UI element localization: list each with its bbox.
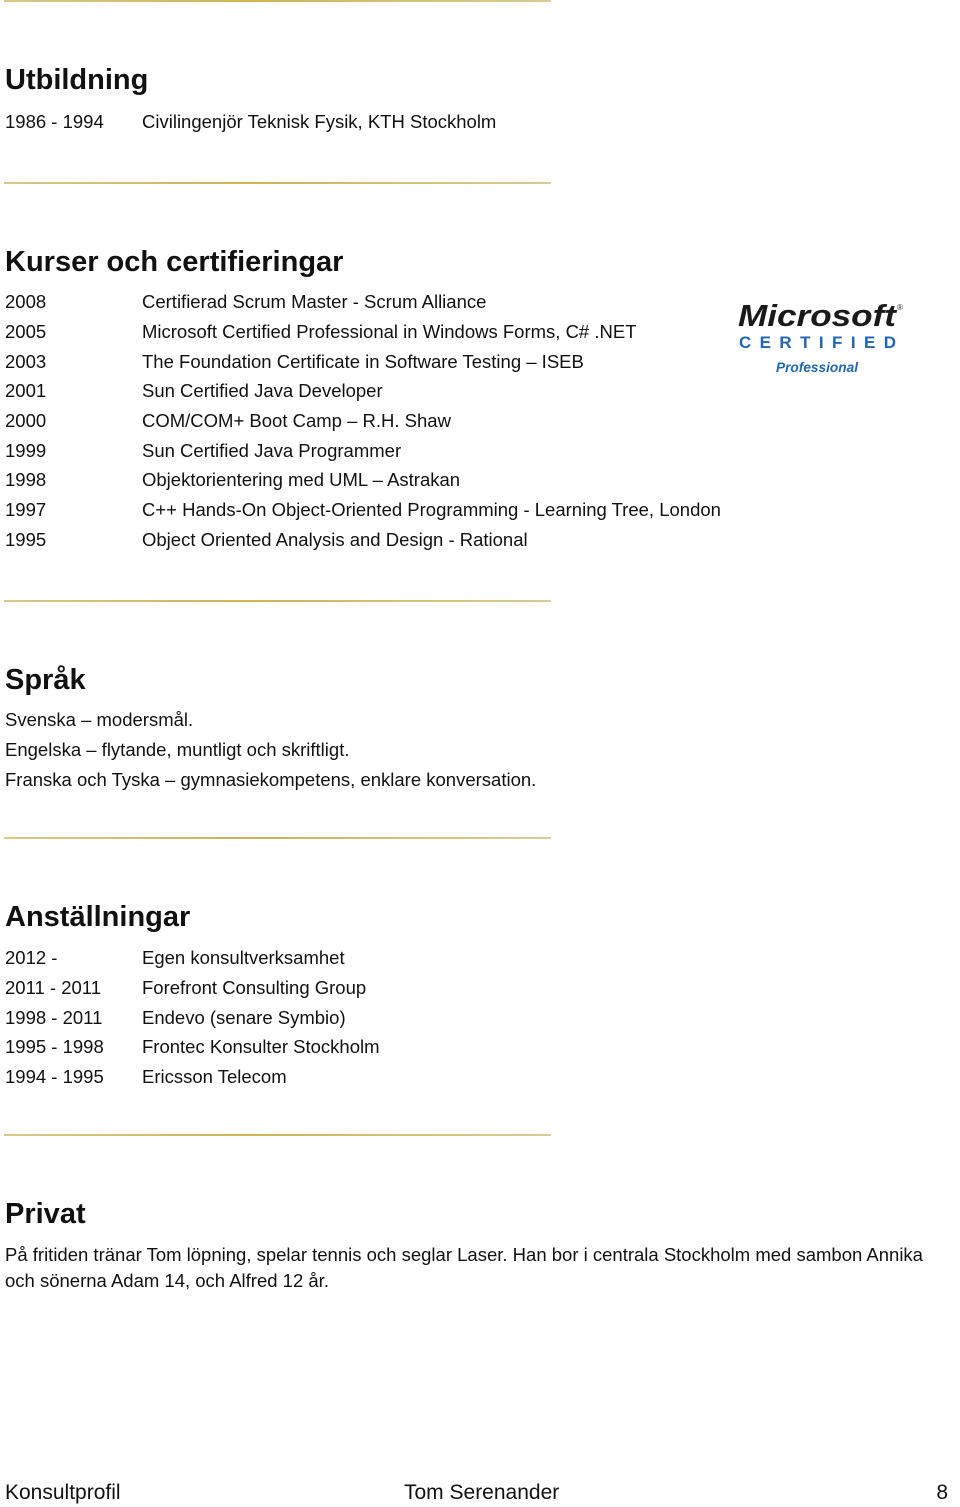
education-heading: Utbildning	[5, 64, 149, 96]
course-year: 1997	[5, 499, 47, 520]
courses-heading: Kurser och certifieringar	[5, 246, 344, 278]
employment-period: 1998 - 2011	[5, 1007, 103, 1028]
employment-period: 1994 - 1995	[5, 1066, 104, 1087]
top-divider	[4, 0, 551, 2]
footer-name: Tom Serenander	[404, 1481, 560, 1504]
microsoft-certified-logo	[736, 296, 906, 380]
course-text: The Foundation Certificate in Software Testing – ISEB	[142, 351, 584, 372]
course-text: C++ Hands-On Object-Oriented Programming - Learning Tree, London	[142, 499, 721, 520]
course-text: Certifierad Scrum Master - Scrum Alliance	[142, 291, 487, 312]
course-year: 1995	[5, 529, 47, 550]
course-year: 2001	[5, 380, 47, 401]
course-year: 1999	[5, 440, 47, 461]
language-line: Franska och Tyska – gymnasiekompetens, enklare konversation.	[5, 769, 537, 790]
section-divider	[4, 600, 551, 602]
employment-text: Ericsson Telecom	[142, 1066, 287, 1087]
section-divider	[4, 1134, 551, 1136]
logo-registered-mark: ®	[897, 303, 903, 312]
education-text: Civilingenjör Teknisk Fysik, KTH Stockholm	[142, 111, 497, 132]
course-text: Microsoft Certified Professional in Windows Forms, C# .NET	[142, 321, 637, 342]
course-text: Object Oriented Analysis and Design - Rational	[142, 529, 528, 550]
course-text: Sun Certified Java Programmer	[142, 440, 402, 461]
course-year: 2003	[5, 351, 47, 372]
employment-period: 1995 - 1998	[5, 1036, 104, 1057]
language-line: Svenska – modersmål.	[5, 709, 194, 730]
employment-text: Egen konsultverksamhet	[142, 947, 345, 968]
course-text: Sun Certified Java Developer	[142, 380, 383, 401]
course-year: 1998	[5, 469, 47, 490]
private-text: På fritiden tränar Tom löpning, spelar tennis och seglar Laser. Han bor i centrala Stockholm med sambon Annika och sönerna Adam 14, och Alfred 12 år.	[5, 1244, 923, 1291]
language-line: Engelska – flytande, muntligt och skriftligt.	[5, 739, 350, 760]
employment-text: Forefront Consulting Group	[142, 977, 367, 998]
page-number: 8	[936, 1481, 948, 1504]
course-text: Objektorientering med UML – Astrakan	[142, 469, 461, 490]
course-year: 2000	[5, 410, 47, 431]
logo-brand: Microsoft	[738, 298, 898, 333]
section-divider	[4, 182, 551, 184]
languages-heading: Språk	[5, 664, 86, 696]
course-year: 2005	[5, 321, 47, 342]
employment-period: 2012 -	[5, 947, 58, 968]
logo-certified: CERTIFIED	[739, 333, 896, 352]
private-heading: Privat	[5, 1198, 86, 1230]
section-divider	[4, 837, 551, 839]
education-period: 1986 - 1994	[5, 111, 104, 132]
employment-heading: Anställningar	[5, 901, 191, 933]
course-year: 2008	[5, 291, 47, 312]
employment-period: 2011 - 2011	[5, 977, 102, 998]
employment-text: Frontec Konsulter Stockholm	[142, 1036, 380, 1057]
employment-text: Endevo (senare Symbio)	[142, 1007, 346, 1028]
course-text: COM/COM+ Boot Camp – R.H. Shaw	[142, 410, 451, 431]
footer-title: Konsultprofil	[5, 1481, 121, 1504]
logo-professional: Professional	[776, 359, 860, 375]
